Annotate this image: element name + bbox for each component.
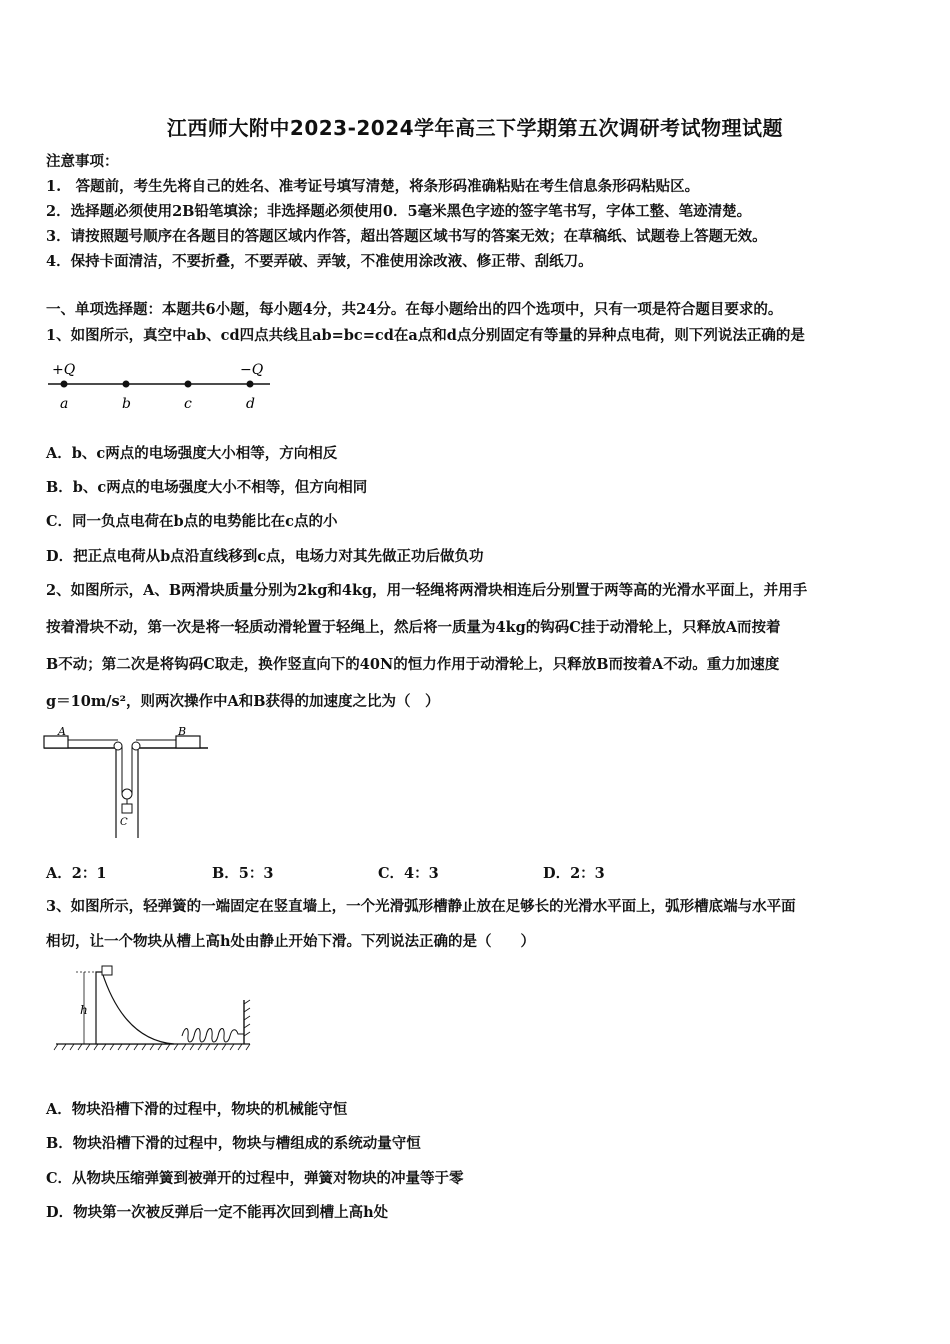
section-heading: 一、单项选择题：本题共6小题，每小题4分，共24分。在每小题给出的四个选项中，只有一项是符合题目要求的。 xyxy=(46,301,783,318)
q2-figure xyxy=(44,726,214,842)
q1-charge-right: −Q xyxy=(240,362,264,378)
notice-heading: 注意事项： xyxy=(46,153,119,170)
q1-charge-left: +Q xyxy=(52,362,76,378)
q3-line-1: 3、如图所示，轻弹簧的一端固定在竖直墙上，一个光滑弧形槽静止放在足够长的光滑水平面上，弧形槽底端与水平面 xyxy=(46,898,796,915)
q2-label-c: C xyxy=(120,817,128,828)
q1-point-c: c xyxy=(184,396,192,412)
notice-item-2: 2．选择题必须使用2B铅笔填涂；非选择题必须使用0．5毫米黑色字迹的签字笔书写，字体工整、笔迹清楚。 xyxy=(46,203,752,220)
notice-item-4: 4．保持卡面清洁，不要折叠，不要弄破、弄皱，不准使用涂改液、修正带、刮纸刀。 xyxy=(46,253,593,270)
notice-item-3: 3．请按照题号顺序在各题目的答题区域内作答，超出答题区域书写的答案无效；在草稿纸、试题卷上答题无效。 xyxy=(46,228,767,245)
q1-option-c: C．同一负点电荷在b点的电势能比在c点的小 xyxy=(46,513,338,530)
q1-point-a: a xyxy=(60,396,69,412)
q2-option-a: A．2：1 xyxy=(46,865,107,882)
q1-option-b: B．b、c两点的电场强度大小不相等，但方向相同 xyxy=(46,479,368,496)
q2-option-d: D．2：3 xyxy=(543,865,605,882)
q3-figure xyxy=(54,964,259,1054)
q1-point-b: b xyxy=(122,396,131,412)
q2-option-b: B．5：3 xyxy=(212,865,274,882)
q2-line-2: 按着滑块不动，第一次是将一轻质动滑轮置于轻绳上，然后将一质量为4kg的钩码C挂于动滑轮上，只释放A而按着 xyxy=(46,619,781,636)
q3-option-c: C．从物块压缩弹簧到被弹开的过程中，弹簧对物块的冲量等于零 xyxy=(46,1170,464,1187)
q2-line-4: g＝10m/s²，则两次操作中A和B获得的加速度之比为（ ） xyxy=(46,693,440,710)
q1-point-d: d xyxy=(246,396,255,412)
q1-option-d: D．把正点电荷从b点沿直线移到c点，电场力对其先做正功后做负功 xyxy=(46,548,484,565)
q1-figure xyxy=(44,356,284,416)
q3-option-a: A．物块沿槽下滑的过程中，物块的机械能守恒 xyxy=(46,1101,348,1118)
q3-line-2: 相切，让一个物块从槽上高h处由静止开始下滑。下列说法正确的是（ ） xyxy=(46,933,536,950)
q2-line-1: 2、如图所示，A、B两滑块质量分别为2kg和4kg，用一轻绳将两滑块相连后分别置于两等高的光滑水平面上，并用手 xyxy=(46,582,808,599)
q3-label-h: h xyxy=(80,1003,88,1017)
q2-line-3: B不动；第二次是将钩码C取走，换作竖直向下的40N的恒力作用于动滑轮上，只释放B而按着A不动。重力加速度 xyxy=(46,656,780,673)
q3-option-b: B．物块沿槽下滑的过程中，物块与槽组成的系统动量守恒 xyxy=(46,1135,421,1152)
notice-item-1: 1. 答题前，考生先将自己的姓名、准考证号填写清楚，将条形码准确粘贴在考生信息条形码粘贴区。 xyxy=(46,178,700,195)
q2-label-a: A xyxy=(58,725,66,738)
q1-stem: 1、如图所示，真空中ab、cd四点共线且ab=bc=cd在a点和d点分别固定有等量的异种点电荷，则下列说法正确的是 xyxy=(46,327,805,344)
q2-label-b: B xyxy=(178,725,187,738)
q3-option-d: D．物块第一次被反弹后一定不能再次回到槽上高h处 xyxy=(46,1204,389,1221)
q2-option-c: C．4：3 xyxy=(378,865,439,882)
page-title: 江西师大附中2023-2024学年高三下学期第五次调研考试物理试题 xyxy=(166,116,784,140)
q1-option-a: A．b、c两点的电场强度大小相等，方向相反 xyxy=(46,445,338,462)
